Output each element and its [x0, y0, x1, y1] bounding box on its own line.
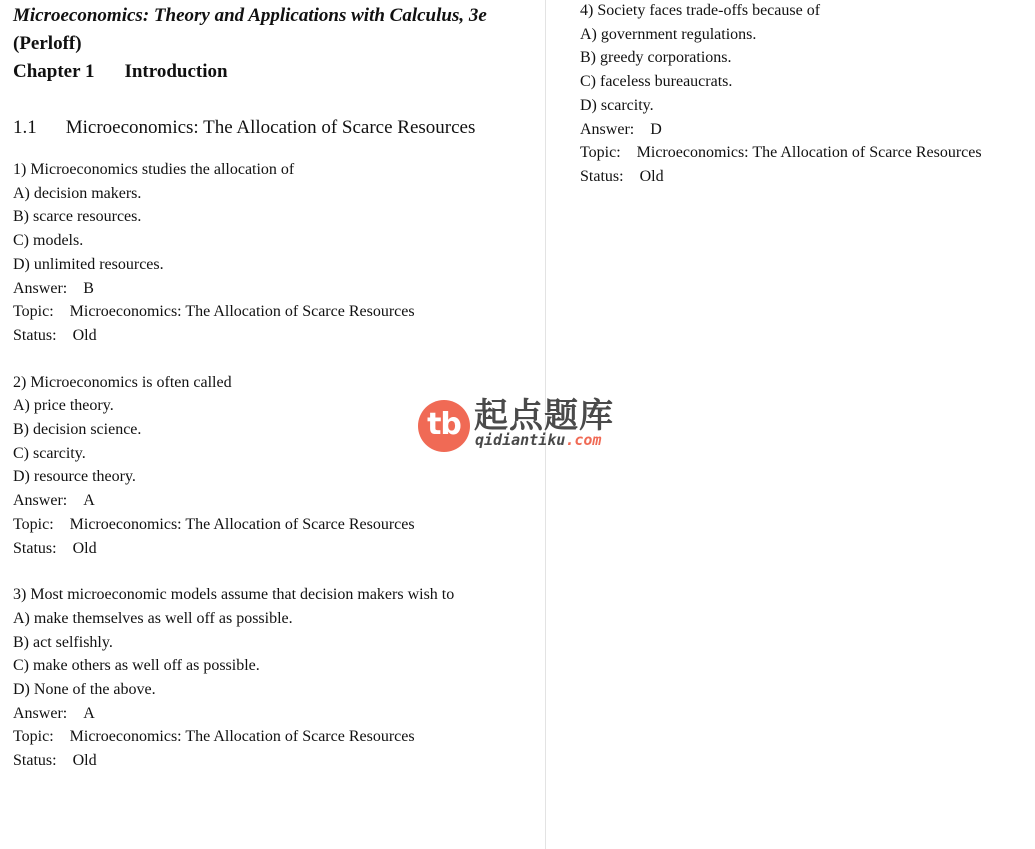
question-option: C) models. [13, 232, 84, 250]
question-4 [580, 0, 1032, 189]
question-option: B) greedy corporations. [580, 49, 732, 67]
question-option: A) government regulations. [580, 25, 757, 43]
answer-label: Answer: [13, 279, 68, 297]
question-option: D) None of the above. [13, 681, 156, 699]
answer-line [13, 702, 528, 726]
question-option: C) faceless bureaucrats. [580, 73, 733, 91]
topic-value: Microeconomics: The Allocation of Scarce Resources [69, 515, 415, 533]
status-value: Old [72, 752, 97, 770]
question-1 [13, 158, 528, 348]
watermark-domain [475, 431, 601, 449]
topic-label: Topic: [13, 728, 54, 746]
chapter-heading [13, 58, 528, 87]
chapter-number: Chapter 1 [13, 61, 95, 82]
status-line [13, 537, 528, 561]
question-stem: 2) Microeconomics is often called [13, 373, 232, 391]
status-label: Status: [13, 539, 57, 557]
watermark-logo [418, 398, 618, 452]
question-option: B) act selfishly. [13, 633, 113, 651]
question-option: C) scarcity. [13, 444, 86, 462]
question-option: C) make others as well off as possible. [13, 657, 260, 675]
answer-label: Answer: [13, 704, 68, 722]
question-option: B) scarce resources. [13, 208, 142, 226]
question-option: D) resource theory. [13, 468, 136, 486]
topic-line [580, 141, 1032, 165]
topic-label: Topic: [580, 144, 621, 162]
question-stem: 3) Most microeconomic models assume that decision makers wish to [13, 586, 455, 604]
answer-value: A [83, 704, 95, 722]
answer-label: Answer: [13, 492, 68, 510]
topic-value: Microeconomics: The Allocation of Scarce Resources [636, 144, 982, 162]
topic-label: Topic: [13, 515, 54, 533]
question-option: A) decision makers. [13, 184, 142, 202]
section-heading [13, 114, 483, 142]
section-number: 1.1 [13, 117, 37, 138]
right-column [580, 0, 1032, 189]
topic-line [13, 300, 528, 324]
question-3 [13, 583, 528, 773]
answer-value: B [83, 279, 94, 297]
topic-line [13, 513, 528, 537]
question-option: A) make themselves as well off as possible. [13, 609, 293, 627]
question-option: D) scarcity. [580, 96, 654, 114]
answer-line [13, 489, 528, 513]
section-title: Microeconomics: The Allocation of Scarce Resources [65, 117, 476, 138]
left-column [13, 0, 528, 773]
answer-value: D [650, 120, 662, 138]
topic-label: Topic: [13, 303, 54, 321]
book-author: (Perloff) [13, 33, 82, 54]
status-line [580, 165, 1032, 189]
answer-line [13, 277, 528, 301]
watermark-domain-name: qidiantiku [475, 431, 566, 449]
answer-value: A [83, 492, 95, 510]
question-stem: 4) Society faces trade-offs because of [580, 2, 821, 19]
status-value: Old [639, 167, 664, 185]
watermark-domain-suffix: .com [565, 431, 602, 449]
watermark-chinese-text: 起点题库 [474, 396, 614, 436]
watermark-badge: tb [418, 400, 470, 452]
book-title [13, 0, 505, 58]
question-option: B) decision science. [13, 421, 142, 439]
question-stem: 1) Microeconomics studies the allocation of [13, 161, 295, 178]
answer-line [580, 118, 1032, 142]
status-line [13, 324, 528, 348]
status-label: Status: [580, 167, 624, 185]
status-line [13, 749, 528, 773]
status-label: Status: [13, 326, 57, 344]
status-label: Status: [13, 752, 57, 770]
answer-label: Answer: [580, 120, 635, 138]
question-list-continued [580, 0, 1032, 189]
question-list [13, 158, 528, 773]
question-option: D) unlimited resources. [13, 255, 164, 273]
chapter-title: Introduction [124, 61, 228, 82]
question-option: A) price theory. [13, 397, 114, 415]
status-value: Old [72, 539, 97, 557]
book-title-italic: Microeconomics: Theory and Applications with Calculus, 3e [13, 5, 487, 26]
topic-value: Microeconomics: The Allocation of Scarce Resources [69, 303, 415, 321]
topic-value: Microeconomics: The Allocation of Scarce Resources [69, 728, 415, 746]
topic-line [13, 725, 528, 749]
status-value: Old [72, 326, 97, 344]
